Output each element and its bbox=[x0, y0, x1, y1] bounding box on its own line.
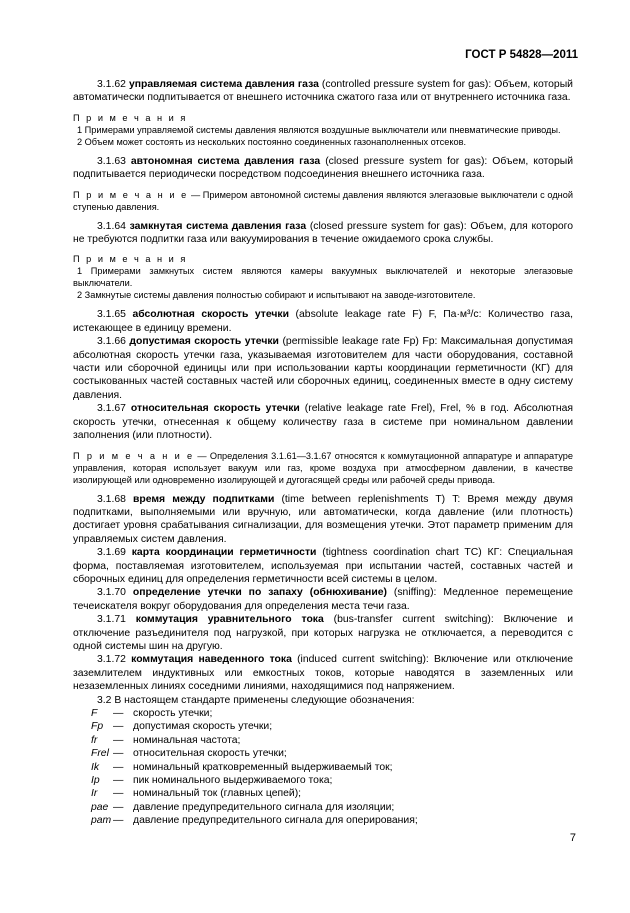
term-3-1-64: 3.1.64 замкнутая система давления газа (closed pressure system for gas): Объем, для которого не требуются подпитки газа или вакуумирования в течение ожидаемого срока службы. bbox=[73, 220, 573, 246]
term-3-1-68: 3.1.68 время между подпитками (time between replenishments T) T: Время между двумя подпитками, выполняемыми или вручную, или автоматически, когда давление (или плотность) достигает уровня срабатывания сигнализации, для возмещения утечки. Этот параметр применим для управляемых систем давления. bbox=[73, 493, 574, 545]
standard-title: ГОСТ Р 54828—2011 bbox=[465, 49, 578, 61]
term-3-1-63: 3.1.63 автономная система давления газа (closed pressure system for gas): Объем, который подпитывается периодически посредством подсоединения внешнего источника газа. bbox=[73, 155, 573, 181]
term-3-1-69: 3.1.69 карта координации герметичности (tightness coordination chart TC) КГ: Специальная форма, поставляемая изготовителем, используемая при испытании частей, составных частей и сборочных единиц для определения герметичности всей системы в целом. bbox=[73, 547, 573, 585]
symbols-intro: 3.2 В настоящем стандарте применены следующие обозначения: bbox=[97, 694, 415, 706]
note-3-1-62: П р и м е ч а н и я 1 Примерами управляемой системы давления являются воздушные выключатели или пневматические приводы. 2 Объем может состоять из нескольких постоянно соединенных газонаполненных отсеков. bbox=[73, 112, 561, 147]
term-3-1-72: 3.1.72 коммутация наведенного тока (induced current switching): Включение или отключение заземлителем индуктивных или емкостных токов, которые наводятся в заземленных или незаземленных линиях соседними линиями, находящимися под напряжением. bbox=[73, 654, 574, 693]
symbol-row: pae — давление предупредительного сигнала для изоляции; bbox=[91, 801, 395, 813]
page-number: 7 bbox=[569, 832, 576, 844]
term-3-1-66: 3.1.66 допустимая скорость утечки (permissible leakage rate Fp) Fp: Максимальная допустимая абсолютная скорость утечки газа, указываемая изготовителем для части оборудования, составной части или сборочной единицы или при использовании карты координации герметичности (КГ) для состыкованных частей составных частей или сборочных единиц, соединенных вместе в одну систему давления. bbox=[73, 336, 574, 401]
term-3-1-62: 3.1.62 управляемая система давления газа (controlled pressure system for gas): Объем, который автоматически подпитывается от внешнего источника сжатого газа или от внутреннего источника газа. bbox=[73, 79, 573, 104]
symbol-row: Fp — допустимая скорость утечки; bbox=[91, 721, 273, 733]
term-3-1-65: 3.1.65 абсолютная скорость утечки (absolute leakage rate F) F, Па·м³/с: Количество газа, истекающее в единицу времени. bbox=[73, 309, 574, 334]
symbol-row: Ir — номинальный ток (главных цепей); bbox=[91, 788, 302, 800]
note-3-1-67: П р и м е ч а н и е — Определения 3.1.61—3.1.67 относятся к коммутационной аппаратуре и аппаратуре управления, которая использует вакуум или газ, кроме воздуха при атмосферном давлении, в качестве изолирующей или одновременно изолирующей и дугогасящей среды или рабочей среды привода. bbox=[73, 450, 573, 485]
symbol-row: Frel — относительная скорость утечки; bbox=[91, 748, 287, 760]
symbol-row: F — скорость утечки; bbox=[91, 708, 213, 719]
symbol-row: Ik — номинальный кратковременный выдерживаемый ток; bbox=[91, 761, 393, 773]
term-3-1-71: 3.1.71 коммутация уравнительного тока (bus-transfer current switching): Включение и отключение разъединителя под нагрузкой, при которых нагрузка не отключается, а переводится с одной системы шин на другую. bbox=[73, 614, 573, 652]
term-3-1-70: 3.1.70 определение утечки по запаху (обнюхивание) (sniffing): Медленное перемещение течеискателя вокруг оборудования для определения места течи газа. bbox=[73, 587, 574, 612]
symbol-row: fr — номинальная частота; bbox=[91, 734, 241, 746]
page-content bbox=[73, 78, 573, 828]
symbol-row: Ip — пик номинального выдерживаемого тока; bbox=[91, 774, 333, 786]
symbols-list bbox=[73, 707, 573, 828]
symbol-row: pam — давление предупредительного сигнала для оперирования; bbox=[91, 815, 418, 827]
term-3-1-67: 3.1.67 относительная скорость утечки (relative leakage rate Frel), Frel, % в год. Абсолютная скорость утечки, отнесенная к общему количеству газа в системе при номинальном давлении заполнения (или плотности). bbox=[73, 403, 573, 442]
note-3-1-63: П р и м е ч а н и е — Примером автономной системы давления являются элегазовые выключатели с одной ступенью давления. bbox=[73, 189, 573, 212]
note-3-1-64: П р и м е ч а н и я 1 Примерами замкнутых систем являются камеры вакуумных выключателей и некоторые элегазовые выключатели. 2 Замкнутые системы давления полностью собирают и испытывают на заводе-изготовителе. bbox=[73, 254, 573, 301]
